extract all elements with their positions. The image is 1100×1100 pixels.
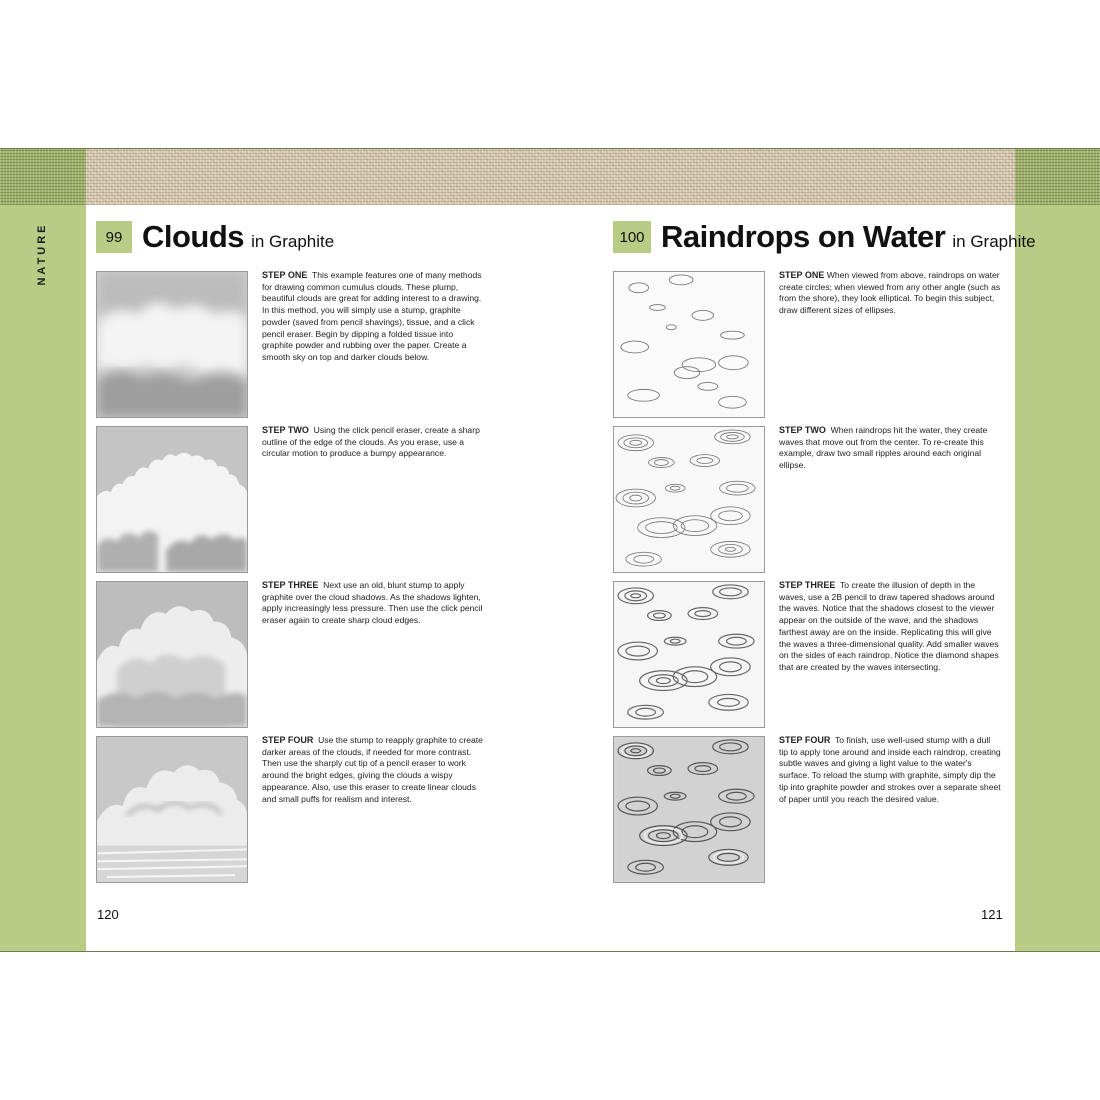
step-block bbox=[779, 580, 1001, 674]
step-text: Next use an old, blunt stump to apply graphite over the cloud shadows. As the shadows lighten, apply increasingly less pressure. Then use the click pencil eraser again to create sharp cloud edges. bbox=[262, 580, 483, 626]
raindrop-illustration-step-four bbox=[613, 736, 765, 883]
canvas-texture-header bbox=[86, 149, 1015, 205]
section-tab bbox=[30, 219, 54, 289]
cloud-illustration-step-two bbox=[96, 426, 248, 573]
section-label: NATURE bbox=[36, 222, 48, 286]
raindrop-illustration-step-three bbox=[613, 581, 765, 728]
page-number-left: 120 bbox=[97, 907, 119, 922]
step-block bbox=[779, 270, 1001, 317]
left-margin-band bbox=[0, 149, 86, 952]
cloud-illustration-step-one bbox=[96, 271, 248, 418]
project-number: 99 bbox=[96, 221, 132, 253]
page-subtitle: in Graphite bbox=[251, 232, 335, 251]
step-text: To finish, use well-used stump with a dull tip to apply tone around and inside each raindrop, creating subtle waves and giving a light value to the water's surface. To reload the stump with graphite, simply dip the tip into graphite powder and strokes over a separate sheet of paper until you reach the desired value. bbox=[779, 735, 1001, 804]
step-label: STEP FOUR bbox=[262, 735, 314, 745]
page-subtitle: in Graphite bbox=[952, 232, 1036, 251]
project-number: 100 bbox=[613, 221, 651, 253]
page-title: Clouds bbox=[142, 219, 245, 254]
step-label: STEP ONE bbox=[262, 270, 308, 280]
step-label: STEP ONE bbox=[779, 270, 825, 280]
raindrop-illustration-step-two bbox=[613, 426, 765, 573]
step-text: Use the stump to reapply graphite to create darker areas of the clouds, if needed for more contrast. Then use the sharply cut tip of a pencil eraser to work around the bright edges, giving the clouds a wispy appearance. Also, use this eraser to create linear clouds and small puffs for realism and interest. bbox=[262, 735, 483, 804]
step-label: STEP TWO bbox=[262, 425, 309, 435]
step-text: To create the illusion of depth in the waves, use a 2B pencil to draw tapered shadows around the waves. Notice that the shadows closest to the viewer appear on the outside of the wave, and the shadows farthest away are on the inside. Replicating this will give the waves a three-dimensional quality. Add smaller waves on the sides of each raindrop. Notice the diamond shapes that are created by the waves intersecting. bbox=[779, 580, 999, 672]
step-label: STEP FOUR bbox=[779, 735, 831, 745]
right-canvas-texture bbox=[1015, 149, 1100, 205]
left-page-heading bbox=[96, 219, 334, 255]
step-label: STEP THREE bbox=[779, 580, 836, 590]
right-page-heading bbox=[613, 219, 1036, 255]
step-block bbox=[262, 580, 484, 627]
page-number-right: 121 bbox=[981, 907, 1003, 922]
step-block bbox=[779, 425, 1001, 472]
step-label: STEP THREE bbox=[262, 580, 319, 590]
page-title: Raindrops on Water bbox=[661, 219, 946, 254]
book-spread bbox=[0, 148, 1100, 952]
cloud-illustration-step-four bbox=[96, 736, 248, 883]
raindrop-illustration-step-one bbox=[613, 271, 765, 418]
step-text: When viewed from above, raindrops on water create circles; when viewed from any other angle (such as from the shore), they look elliptical. To begin this subject, draw different sizes of ellipses. bbox=[779, 270, 1001, 316]
cloud-illustration-step-three bbox=[96, 581, 248, 728]
left-canvas-texture bbox=[0, 149, 86, 205]
right-margin-band bbox=[1015, 149, 1100, 952]
step-text: Using the click pencil eraser, create a sharp outline of the edge of the clouds. As you erase, use a circular motion to produce a bumpy appearance. bbox=[262, 425, 480, 459]
step-text: When raindrops hit the water, they create waves that move out from the center. To re-create this example, draw two small ripples around each original ellipse. bbox=[779, 425, 988, 471]
step-block bbox=[262, 735, 484, 805]
step-text: This example features one of many methods for drawing common cumulus clouds. These plump, beautiful clouds are great for adding interest to a drawing. In this method, you will simply use a stump, graphite powder (saved from pencil shavings), tissue, and a click pencil eraser. Begin by dipping a folded tissue into graphite powder and rubbing over the paper. Create a smooth sky on top and darker clouds below. bbox=[262, 270, 482, 362]
step-block bbox=[262, 270, 484, 364]
step-label: STEP TWO bbox=[779, 425, 826, 435]
step-block bbox=[262, 425, 484, 460]
step-block bbox=[779, 735, 1001, 805]
